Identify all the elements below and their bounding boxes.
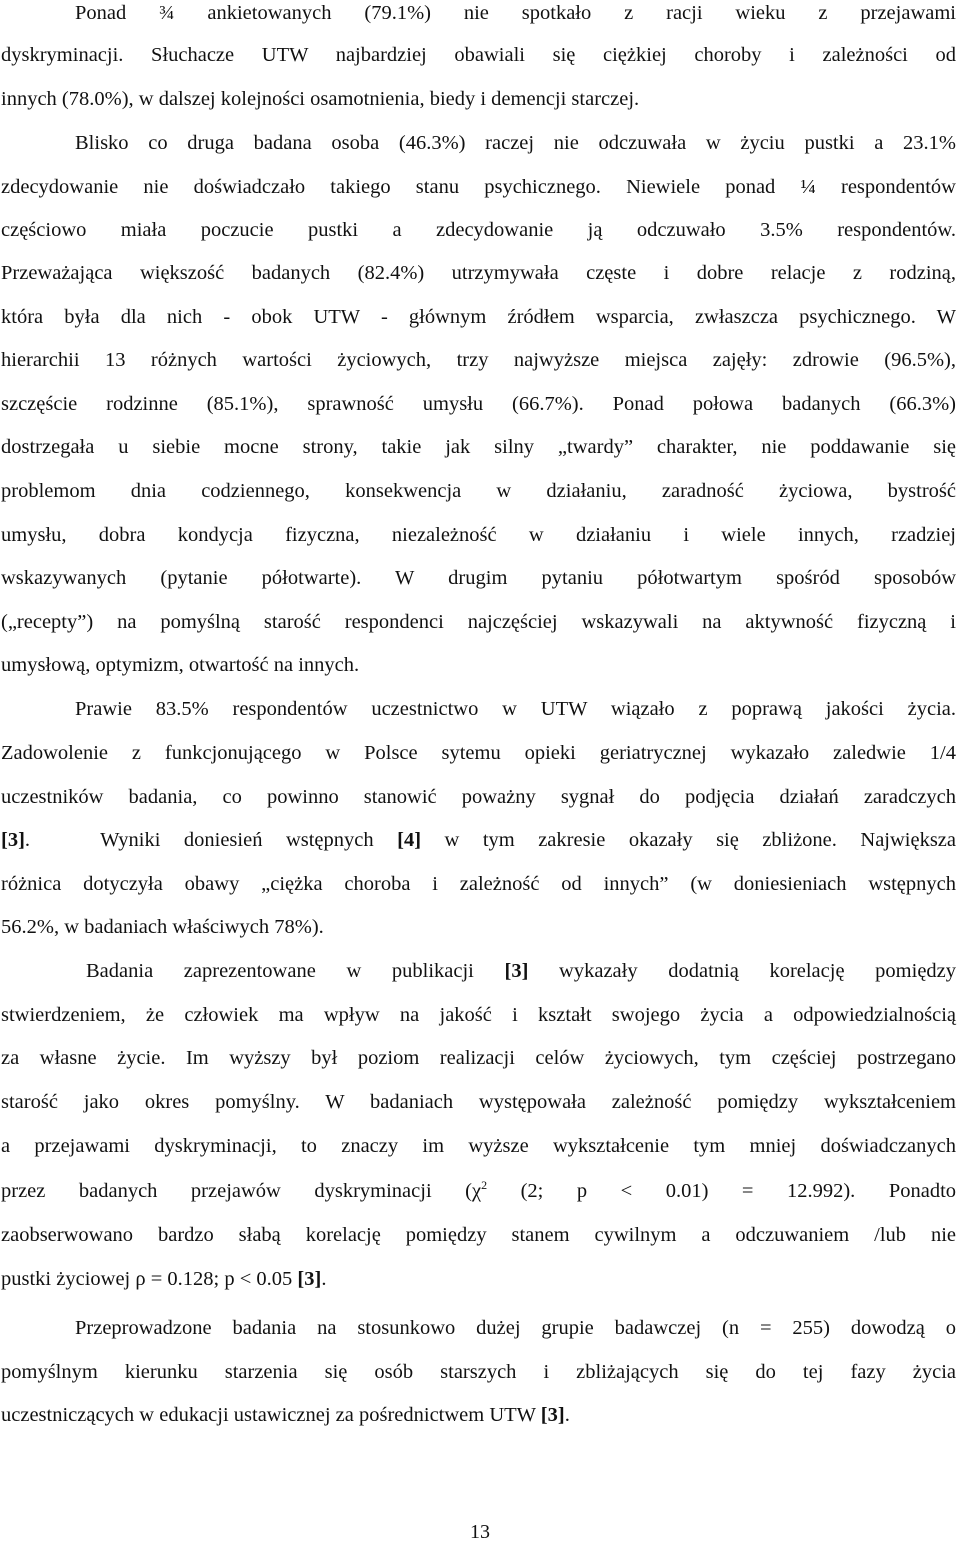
text-line: uczestników badania, co powinno stanowić poważny sygnał do podjęcia działań zaradczych bbox=[1, 786, 956, 808]
text-line: Przeprowadzone badania na stosunkowo dużej grupie badawczej (n = 255) dowodzą o bbox=[75, 1317, 956, 1339]
text-line: zaobserwowano bardzo słabą korelację pomiędzy stanem cywilnym a odczuwaniem /lub nie bbox=[1, 1224, 956, 1246]
text-line: szczęście rodzinne (85.1%), sprawność umysłu (66.7%). Ponad połowa badanych (66.3%) bbox=[1, 393, 956, 415]
text-line: umysłową, optymizm, otwartość na innych. bbox=[1, 654, 360, 676]
text-line: 56.2%, w badaniach właściwych 78%). bbox=[1, 916, 324, 938]
text-span: uczestniczących w edukacji ustawicznej za pośrednictwem UTW bbox=[1, 1404, 536, 1426]
citation-ref: [3] bbox=[540, 1404, 565, 1426]
text-line bbox=[1, 1402, 956, 1428]
text-line: [3]. Wyniki doniesień wstępnych [4] w tym zakresie okazały się zbliżone. Największa bbox=[1, 829, 957, 851]
text-span: . bbox=[564, 1404, 570, 1426]
text-line: dostrzegała u siebie mocne strony, takie jak silny „twardy” charakter, nie poddawanie się bbox=[1, 436, 956, 458]
text-line: różnica dotyczyła obawy „ciężka choroba i zależność od innych” (w doniesieniach wstępnych bbox=[1, 873, 956, 895]
text-line: pustki życiowej ρ = 0.128; p < 0.05 [3]. bbox=[1, 1268, 327, 1290]
text-span: wykazały dodatnią korelację pomiędzy bbox=[559, 960, 957, 982]
text-line bbox=[86, 958, 956, 984]
text-line: Blisko co druga badana osoba (46.3%) raczej nie odczuwała w życiu pustki a 23.1% bbox=[75, 132, 956, 154]
citation-ref: [3] bbox=[297, 1268, 322, 1290]
text-span: w tym zakresie okazały się zbliżone. Największa bbox=[444, 829, 957, 851]
text-span: pustki życiowej ρ = 0.128; p < 0.05 bbox=[1, 1268, 293, 1290]
text-line: Ponad ¾ ankietowanych (79.1%) nie spotkało z racji wieku z przejawami bbox=[75, 2, 956, 24]
text-span: (2; p < 0.01) = 12.992). Ponadto bbox=[520, 1180, 957, 1202]
text-line: Przeważająca większość badanych (82.4%) utrzymywała częste i dobre relacje z rodziną, bbox=[1, 262, 956, 284]
text-line: zdecydowanie nie doświadczało takiego stanu psychicznego. Niewiele ponad ¼ respondentów bbox=[1, 176, 956, 198]
text-line: pomyślnym kierunku starzenia się osób starszych i zbliżających się do tej fazy życia bbox=[1, 1361, 956, 1383]
text-line: która była dla nich - obok UTW - głównym źródłem wsparcia, zwłaszcza psychicznego. W bbox=[1, 306, 956, 328]
text-line: innych (78.0%), w dalszej kolejności osamotnienia, biedy i demencji starczej. bbox=[1, 88, 640, 110]
citation-ref: [4] bbox=[397, 829, 422, 851]
text-line bbox=[1, 1178, 956, 1204]
text-line: a przejawami dyskryminacji, to znaczy im wyższe wykształcenie tym mniej doświadczanych bbox=[1, 1135, 956, 1157]
text-line: za własne życie. Im wyższy był poziom realizacji celów życiowych, tym częściej postrzegano bbox=[1, 1047, 956, 1069]
text-span: przez badanych przejawów dyskryminacji (χ bbox=[1, 1180, 482, 1202]
text-line: Zadowolenie z funkcjonującego w Polsce sytemu opieki geriatrycznej wykazało zaledwie 1/4 bbox=[1, 742, 956, 764]
text-line: problemom dnia codziennego, konsekwencja w działaniu, zaradność życiowa, bystrość bbox=[1, 480, 956, 502]
text-line: („recepty”) na pomyślną starość respondenci najczęściej wskazywali na aktywność fizyczną i bbox=[1, 611, 956, 633]
text-span: Wyniki doniesień wstępnych bbox=[100, 829, 374, 851]
text-line: częściowo miała poczucie pustki a zdecydowanie ją odczuwało 3.5% respondentów. bbox=[1, 219, 956, 241]
text-line: hierarchii 13 różnych wartości życiowych, trzy najwyższe miejsca zajęły: zdrowie (96.5%), bbox=[1, 349, 956, 371]
text-span: Badania zaprezentowane w publikacji bbox=[86, 960, 474, 982]
page-number: 13 bbox=[470, 1521, 490, 1543]
text-line: wskazywanych (pytanie półotwarte). W drugim pytaniu półotwartym spośród sposobów bbox=[1, 567, 956, 589]
text-line: stwierdzeniem, że człowiek ma wpływ na jakość i kształt swojego życia a odpowiedzialnością bbox=[1, 1004, 956, 1026]
citation-ref: [3] bbox=[504, 960, 529, 982]
text-line: starość jako okres pomyślny. W badaniach występowała zależność pomiędzy wykształceniem bbox=[1, 1091, 956, 1113]
text-line: umysłu, dobra kondycja fizyczna, niezależność w działaniu i wiele innych, rzadziej bbox=[1, 524, 956, 546]
text-line: Prawie 83.5% respondentów uczestnictwo w UTW wiązało z poprawą jakości życia. bbox=[75, 698, 956, 720]
citation-ref: [3] bbox=[1, 829, 25, 851]
superscript: 2 bbox=[481, 1178, 488, 1193]
text-line: dyskryminacji. Słuchacze UTW najbardziej obawiali się ciężkiej choroby i zależności od bbox=[1, 44, 956, 66]
